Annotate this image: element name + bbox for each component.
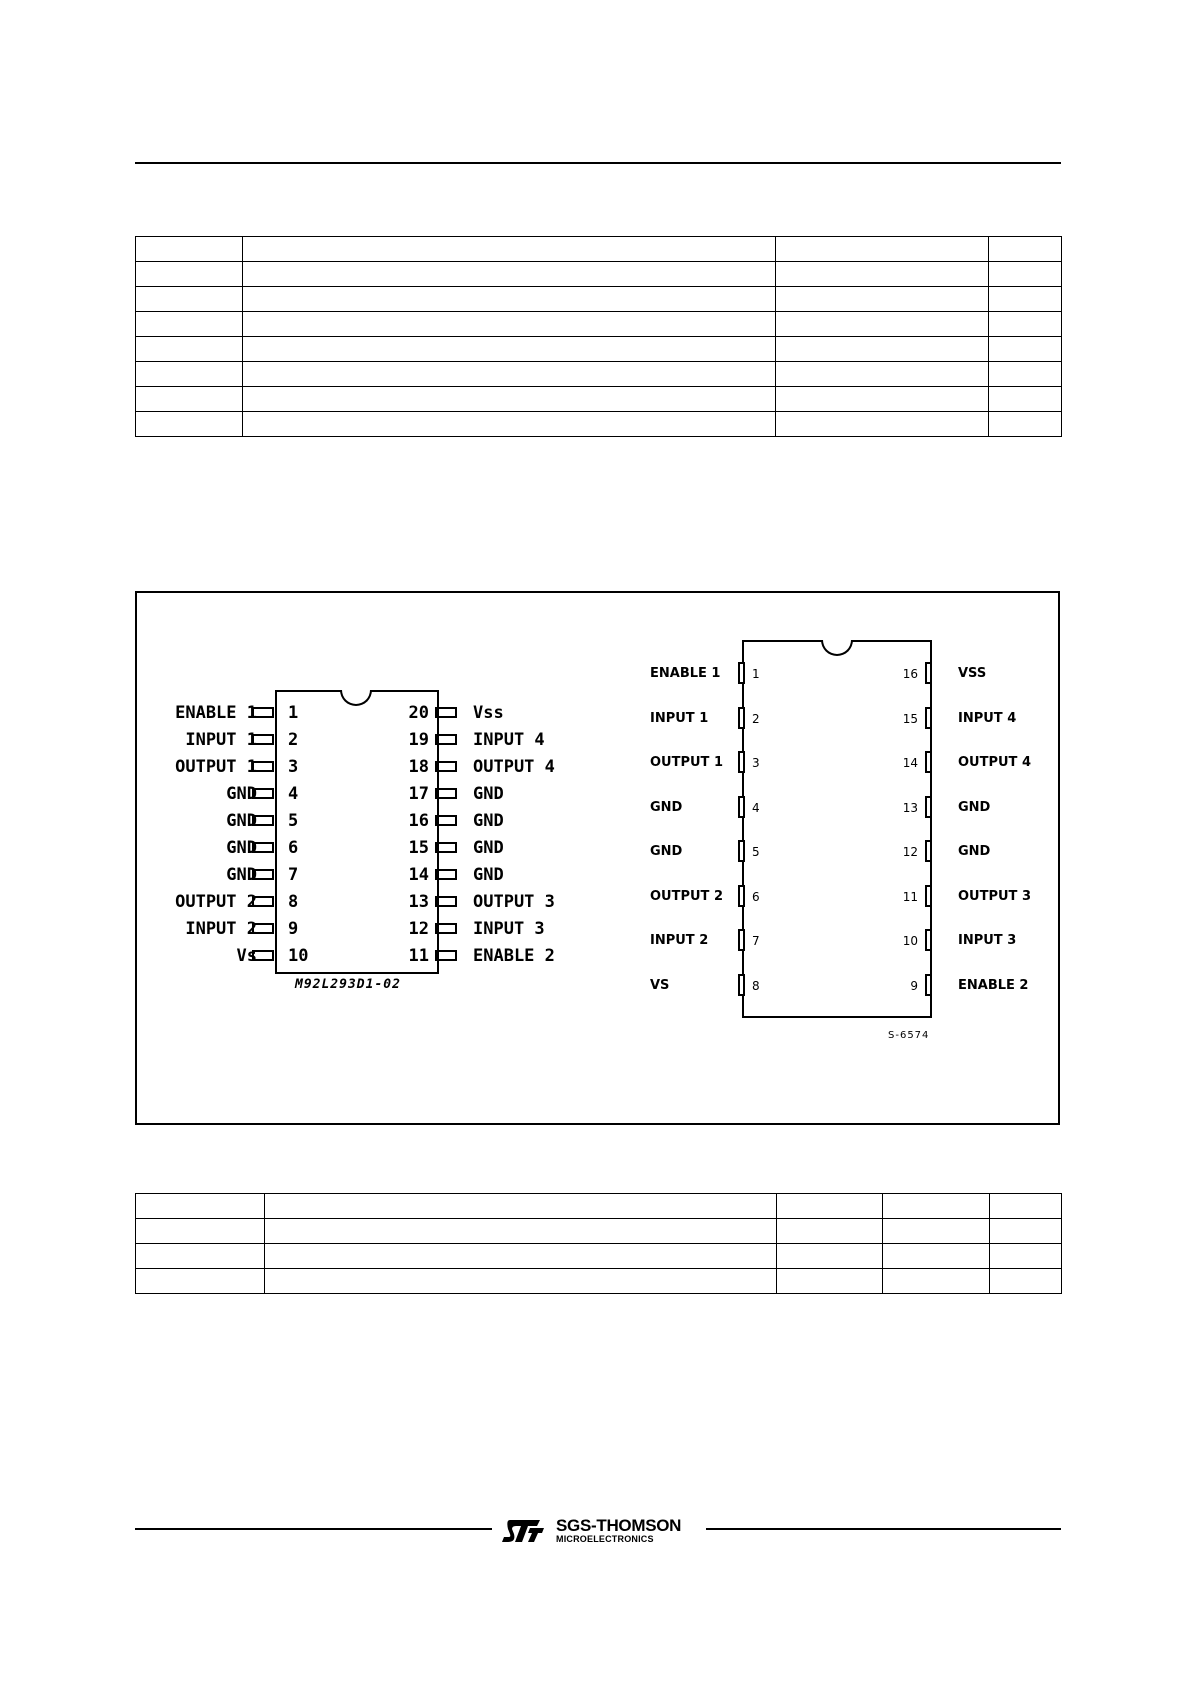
pin-lead xyxy=(435,950,457,961)
thermal-table-cell xyxy=(777,1269,883,1294)
dip16-right-pin-number: 10 xyxy=(902,934,918,948)
pin-label: GND xyxy=(226,811,257,831)
so20-right-pin xyxy=(435,808,590,835)
pin-number: 8 xyxy=(288,892,299,912)
ratings-table xyxy=(135,236,1062,437)
dip16-left-pin-lead xyxy=(738,840,745,862)
pin-label: INPUT 1 xyxy=(185,730,257,750)
pin-label: INPUT 4 xyxy=(473,730,545,750)
pin-lead xyxy=(252,734,274,745)
pin-number xyxy=(389,889,429,916)
ratings-table-cell xyxy=(776,387,989,412)
pin-label: OUTPUT 2 xyxy=(175,892,257,912)
brand-subtitle: MICROELECTRONICS xyxy=(556,1534,654,1544)
ratings-table-cell xyxy=(989,337,1062,362)
so20-right-pin xyxy=(435,916,590,943)
ratings-table-row xyxy=(136,362,1062,387)
pin-number-text: 11 xyxy=(408,946,429,966)
pin-lead xyxy=(252,761,274,772)
pin-label: OUTPUT 1 xyxy=(175,757,257,777)
thermal-table-cell xyxy=(777,1244,883,1269)
dip16-left-pin-number: 2 xyxy=(752,711,760,726)
thermal-table-cell xyxy=(136,1269,265,1294)
pin-label: GND xyxy=(226,784,257,804)
dip16-right-pin-label: OUTPUT 4 xyxy=(958,755,1031,770)
dip16-right-pin-number: 15 xyxy=(902,711,918,726)
dip16-right-pin-lead xyxy=(925,796,932,818)
ratings-table-row xyxy=(136,387,1062,412)
pin-lead xyxy=(435,923,457,934)
dip16-right-pin-label: VSS xyxy=(958,666,987,681)
pin-number-text: 20 xyxy=(408,703,429,723)
dip16-right-pin-label: INPUT 3 xyxy=(958,933,1017,948)
so20-right-pin xyxy=(435,700,590,727)
ratings-table-cell xyxy=(136,387,243,412)
pin-label: Vss xyxy=(473,703,504,723)
dip16-package xyxy=(640,638,1060,1018)
thermal-table-cell xyxy=(990,1194,1062,1219)
thermal-table-cell xyxy=(136,1194,265,1219)
ratings-table-row xyxy=(136,337,1062,362)
ratings-table-row xyxy=(136,262,1062,287)
pin-lead xyxy=(435,707,457,718)
dip16-left-pin-number: 4 xyxy=(752,800,760,815)
ratings-table-row xyxy=(136,287,1062,312)
pin-number xyxy=(389,808,429,835)
thermal-table-cell xyxy=(883,1269,990,1294)
ratings-table-cell xyxy=(136,287,243,312)
thermal-table-cell xyxy=(136,1219,265,1244)
so20-right-pin xyxy=(435,727,590,754)
dip16-right-pin-lead xyxy=(925,929,932,951)
pin-number: 6 xyxy=(288,838,299,858)
pin-lead xyxy=(435,842,457,853)
dip16-right-pin-number: 12 xyxy=(902,845,918,859)
pin-number: 2 xyxy=(288,730,299,750)
pin-label: GND xyxy=(226,865,257,885)
ratings-table-row xyxy=(136,312,1062,337)
ratings-table-cell xyxy=(243,312,776,337)
dip16-right-pin-lead xyxy=(925,974,932,996)
ratings-table-cell xyxy=(136,237,243,262)
dip16-left-pin-label: VS xyxy=(650,977,670,993)
dip16-left-pin-label: INPUT 2 xyxy=(650,933,709,948)
ratings-table-cell xyxy=(989,412,1062,437)
thermal-table-cell xyxy=(265,1194,777,1219)
pin-number-text: 16 xyxy=(408,811,429,831)
pin-lead xyxy=(435,896,457,907)
pin-label: Vs xyxy=(236,946,257,966)
ratings-table-cell xyxy=(243,237,776,262)
pin-lead xyxy=(435,815,457,826)
sgs-thomson-logo xyxy=(500,1516,700,1546)
ratings-table-row xyxy=(136,412,1062,437)
dip16-left-pin-number: 1 xyxy=(752,667,760,681)
so20-code: M92L293D1-02 xyxy=(295,977,401,992)
ratings-table-row xyxy=(136,237,1062,262)
ratings-table-cell xyxy=(989,237,1062,262)
pin-lead xyxy=(435,734,457,745)
dip16-left-pin-number: 8 xyxy=(752,978,760,993)
pin-number xyxy=(389,862,429,889)
pin-label: ENABLE 1 xyxy=(175,703,257,723)
pin-label: GND xyxy=(473,838,504,858)
ratings-table-cell xyxy=(989,312,1062,337)
ratings-table-cell xyxy=(989,362,1062,387)
dip16-right-pin-label: OUTPUT 3 xyxy=(958,888,1031,904)
ratings-table-cell xyxy=(243,412,776,437)
dip16-code: S-6574 xyxy=(888,1030,930,1041)
thermal-table xyxy=(135,1193,1062,1294)
so20-right-pin xyxy=(435,862,590,889)
pin-label: GND xyxy=(473,865,504,885)
dip16-left-pin-label: GND xyxy=(650,799,683,815)
ratings-table-cell xyxy=(776,312,989,337)
dip16-left-pin-label: OUTPUT 2 xyxy=(650,888,723,904)
pin-number-text: 14 xyxy=(408,865,429,885)
pin-label: INPUT 2 xyxy=(185,919,257,939)
dip16-left-pin-number: 6 xyxy=(752,889,760,904)
ratings-table-cell xyxy=(989,287,1062,312)
dip16-left-pin-number: 5 xyxy=(752,845,760,859)
dip16-right-pin-label: GND xyxy=(958,844,991,859)
pin-number-text: 18 xyxy=(408,757,429,777)
st-logo-icon xyxy=(500,1516,550,1546)
pin-lead xyxy=(252,842,274,853)
ratings-table-cell xyxy=(989,387,1062,412)
dip16-left-pin-label: OUTPUT 1 xyxy=(650,755,723,770)
dip16-right-pin-label: ENABLE 2 xyxy=(958,977,1029,993)
ratings-table-cell xyxy=(243,262,776,287)
dip16-left-pin-lead xyxy=(738,707,745,729)
ratings-table-cell xyxy=(136,362,243,387)
footer-rule-left xyxy=(135,1528,492,1530)
dip16-right-pin-lead xyxy=(925,707,932,729)
dip16-left-pin-lead xyxy=(738,751,745,773)
dip16-right-pin-number: 11 xyxy=(902,889,918,904)
dip16-left-pin-lead xyxy=(738,929,745,951)
thermal-table-cell xyxy=(990,1269,1062,1294)
ratings-table-cell xyxy=(776,337,989,362)
pin-number-text: 17 xyxy=(408,784,429,804)
dip16-left-pin-lead xyxy=(738,796,745,818)
dip16-right-pin-number: 9 xyxy=(910,978,918,993)
pin-lead xyxy=(252,923,274,934)
ratings-table-cell xyxy=(776,237,989,262)
dip16-left-pin-number: 7 xyxy=(752,934,760,948)
dip16-right-pin-label: INPUT 4 xyxy=(958,710,1017,726)
ratings-table-cell xyxy=(989,262,1062,287)
pin-number xyxy=(389,943,429,970)
thermal-table-cell xyxy=(883,1194,990,1219)
thermal-table-row xyxy=(136,1269,1062,1294)
ratings-table-cell xyxy=(243,337,776,362)
pin-number: 4 xyxy=(288,784,299,804)
footer-rule-right xyxy=(706,1528,1061,1530)
dip16-left-pin-lead xyxy=(738,974,745,996)
top-rule xyxy=(135,162,1061,164)
so20-package xyxy=(140,690,590,980)
ratings-table-cell xyxy=(136,312,243,337)
pin-lead xyxy=(252,950,274,961)
pin-number xyxy=(389,916,429,943)
pin-number-text: 19 xyxy=(408,730,429,750)
pin-number xyxy=(389,727,429,754)
ratings-table-cell xyxy=(776,287,989,312)
pin-number: 10 xyxy=(288,946,309,966)
pin-lead xyxy=(252,707,274,718)
dip16-left-pin-lead xyxy=(738,662,745,684)
ratings-table-cell xyxy=(243,362,776,387)
pin-label: OUTPUT 4 xyxy=(473,757,555,777)
pin-lead xyxy=(435,761,457,772)
thermal-table-row xyxy=(136,1194,1062,1219)
thermal-table-row xyxy=(136,1244,1062,1269)
pin-label: INPUT 3 xyxy=(473,919,545,939)
pin-label: OUTPUT 3 xyxy=(473,892,555,912)
brand-name: SGS-THOMSON xyxy=(556,1516,682,1535)
dip16-left-pin-label: ENABLE 1 xyxy=(650,666,721,681)
thermal-table-row xyxy=(136,1219,1062,1244)
dip16-right-pin-lead xyxy=(925,885,932,907)
thermal-table-cell xyxy=(136,1244,265,1269)
ratings-table-cell xyxy=(243,387,776,412)
ratings-table-cell xyxy=(776,362,989,387)
thermal-table-cell xyxy=(990,1244,1062,1269)
pin-number-text: 13 xyxy=(408,892,429,912)
so20-right-pin xyxy=(435,889,590,916)
dip16-right-pin-label: GND xyxy=(958,799,991,815)
dip16-right-pin-number: 13 xyxy=(902,800,918,815)
dip16-right-pin-lead xyxy=(925,751,932,773)
ratings-table-cell xyxy=(776,412,989,437)
thermal-table-cell xyxy=(777,1194,883,1219)
so20-right-pin xyxy=(435,754,590,781)
pin-lead xyxy=(252,896,274,907)
thermal-table-cell xyxy=(990,1219,1062,1244)
thermal-table-cell xyxy=(883,1244,990,1269)
pin-number xyxy=(389,781,429,808)
dip16-right-pin-lead xyxy=(925,840,932,862)
dip16-left-pin-lead xyxy=(738,885,745,907)
pin-label: GND xyxy=(473,811,504,831)
dip16-left-pin-label: INPUT 1 xyxy=(650,710,709,726)
pin-label: GND xyxy=(226,838,257,858)
pin-lead xyxy=(435,869,457,880)
dip16-left-pin-label: GND xyxy=(650,844,683,859)
ratings-table-cell xyxy=(136,262,243,287)
pin-number: 5 xyxy=(288,811,299,831)
dip16-left-pin-number: 3 xyxy=(752,756,760,770)
ratings-table-cell xyxy=(136,337,243,362)
pin-number xyxy=(389,835,429,862)
ratings-table-cell xyxy=(776,262,989,287)
pin-lead xyxy=(252,869,274,880)
so20-right-pin xyxy=(435,835,590,862)
dip16-right-pin-number: 16 xyxy=(902,667,918,681)
pin-number: 1 xyxy=(288,703,299,723)
pin-number: 9 xyxy=(288,919,299,939)
pin-label: ENABLE 2 xyxy=(473,946,555,966)
pin-number-text: 15 xyxy=(408,838,429,858)
thermal-table-cell xyxy=(265,1219,777,1244)
dip16-right-pin-lead xyxy=(925,662,932,684)
so20-right-pin xyxy=(435,943,590,970)
so20-right-pin xyxy=(435,781,590,808)
pin-number: 3 xyxy=(288,757,299,777)
pin-label: GND xyxy=(473,784,504,804)
thermal-table-cell xyxy=(883,1219,990,1244)
ratings-table-cell xyxy=(136,412,243,437)
thermal-table-cell xyxy=(777,1219,883,1244)
pin-number-text: 12 xyxy=(408,919,429,939)
thermal-table-cell xyxy=(265,1244,777,1269)
pin-number xyxy=(389,754,429,781)
pin-number xyxy=(389,700,429,727)
thermal-table-cell xyxy=(265,1269,777,1294)
pin-number: 7 xyxy=(288,865,299,885)
ratings-table-cell xyxy=(243,287,776,312)
pin-lead xyxy=(252,788,274,799)
pin-lead xyxy=(435,788,457,799)
dip16-right-pin-number: 14 xyxy=(902,756,918,770)
pin-lead xyxy=(252,815,274,826)
